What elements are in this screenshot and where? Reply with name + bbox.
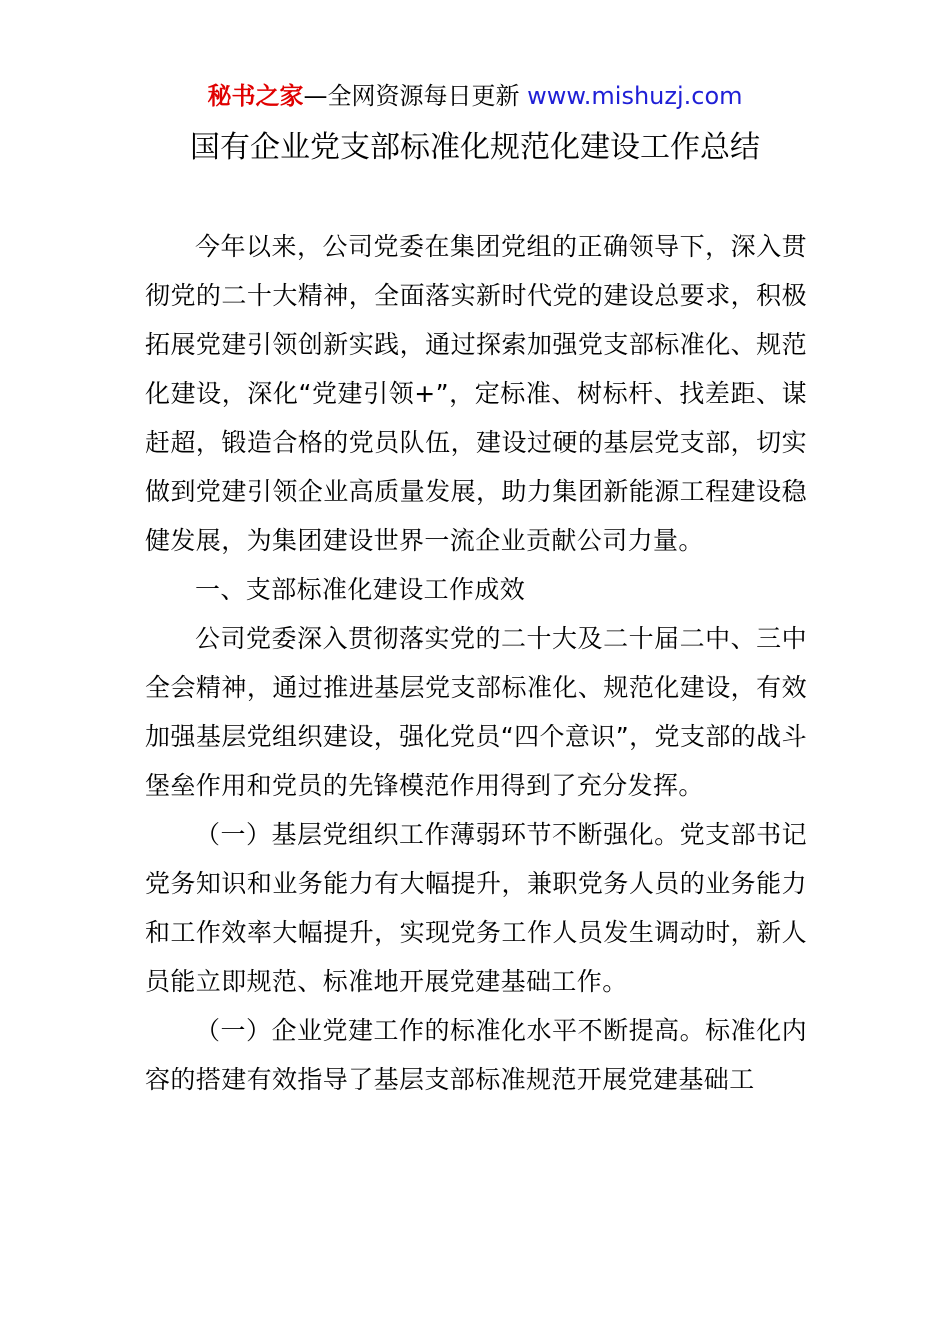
section-paragraph: 公司党委深入贯彻落实党的二十大及二十届二中、三中全会精神，通过推进基层党支部标准化、规范化建设，有效加强基层党组织建设，强化党员“四个意识”，党支部的战斗堡垒作用和党员的先锋模范作用得到了充分发挥。 <box>145 624 807 800</box>
site-header <box>0 80 950 112</box>
document-title: 国有企业党支部标准化规范化建设工作总结 <box>190 130 760 165</box>
header-slogan: —全网资源每日更新 <box>303 82 528 110</box>
brand-name: 秘书之家 <box>207 82 304 110</box>
site-url-link[interactable]: www.mishuzj.com <box>527 82 743 110</box>
item-paragraph-1: （一）基层党组织工作薄弱环节不断强化。党支部书记党务知识和业务能力有大幅提升，兼职党务人员的业务能力和工作效率大幅提升，实现党务工作人员发生调动时，新人员能立即规范、标准地开展党建基础工作。 <box>145 820 807 996</box>
section-heading: 一、支部标准化建设工作成效 <box>195 575 526 604</box>
item-paragraph-2: （一）企业党建工作的标准化水平不断提高。标准化内容的搭建有效指导了基层支部标准规范开展党建基础工 <box>145 1016 807 1094</box>
document-body <box>145 222 807 1104</box>
intro-paragraph: 今年以来，公司党委在集团党组的正确领导下，深入贯彻党的二十大精神，全面落实新时代党的建设总要求，积极拓展党建引领创新实践，通过探索加强党支部标准化、规范化建设，深化“党建引领+”，定标准、树标杆、找差距、谋赶超，锻造合格的党员队伍，建设过硬的基层党支部，切实做到党建引领企业高质量发展，助力集团新能源工程建设稳健发展，为集团建设世界一流企业贡献公司力量。 <box>145 232 807 555</box>
